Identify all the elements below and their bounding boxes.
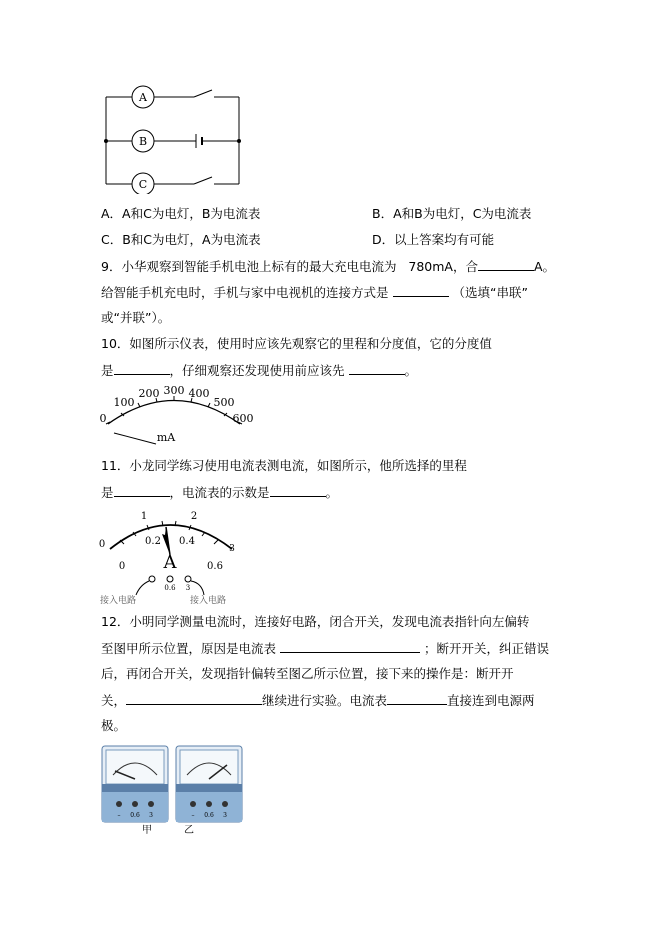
answer-blank[interactable]: [126, 692, 262, 705]
svg-text:3: 3: [223, 812, 227, 819]
svg-text:接入电路: 接入电路: [189, 596, 227, 605]
svg-text:200: 200: [138, 387, 160, 400]
svg-text:0.4: 0.4: [179, 536, 195, 547]
svg-text:0: 0: [98, 539, 106, 550]
svg-text:100: 100: [113, 396, 135, 409]
svg-text:C: C: [138, 178, 148, 191]
svg-text:甲: 甲: [142, 825, 152, 835]
meter-b-circle: [132, 130, 154, 152]
answer-blank[interactable]: [478, 258, 534, 271]
svg-text:0.6: 0.6: [207, 561, 223, 572]
answer-blank[interactable]: [270, 484, 326, 497]
meter-a-circle: [132, 86, 154, 108]
q12-line3: 后，再闭合开关，发现指针偏转至图乙所示位置，接下来的操作是：断开开: [101, 666, 514, 681]
q12-line2: 至图甲所示位置，原因是电流表 ；断开开关，纠正错误: [101, 641, 549, 656]
svg-text:0: 0: [99, 412, 107, 425]
svg-text:1: 1: [140, 511, 148, 522]
answer-blank[interactable]: [114, 484, 170, 497]
svg-text:3: 3: [149, 812, 153, 819]
svg-text:0.6: 0.6: [130, 812, 140, 819]
answer-blank[interactable]: [114, 362, 170, 375]
svg-text:600: 600: [232, 412, 254, 425]
meter-c-circle: [132, 173, 154, 194]
option-b: B．A和B为电灯，C为电流表: [372, 206, 532, 221]
svg-text:A: A: [139, 91, 147, 104]
q12-line4: 关， 继续进行实验。电流表 直接连到电源两: [101, 693, 535, 708]
svg-text:乙: 乙: [184, 825, 194, 835]
ammeter-yi: [175, 745, 243, 835]
q10-line1: 10．如图所示仪表，使用时应该先观察它的里程和分度值，它的分度值: [101, 336, 492, 351]
q9-line2: 给智能手机充电时，手机与家中电视机的连接方式是 （选填“串联”: [101, 285, 528, 300]
q12-line5: 极。: [101, 718, 127, 733]
ammeter-figure: [96, 505, 246, 605]
svg-text:2: 2: [190, 511, 198, 522]
answer-blank[interactable]: [387, 692, 447, 705]
svg-text:接入电路: 接入电路: [99, 596, 137, 605]
svg-text:B: B: [138, 135, 148, 148]
option-d: D．以上答案均有可能: [372, 232, 495, 247]
svg-text:–: –: [117, 812, 121, 819]
svg-text:500: 500: [213, 396, 235, 409]
answer-blank[interactable]: [393, 284, 449, 297]
q10-line2: 是 ，仔细观察还发现使用前应该先 。: [101, 363, 418, 378]
milliammeter-scale: [96, 383, 256, 448]
circuit-diagram: [98, 84, 248, 194]
answer-blank[interactable]: [349, 362, 405, 375]
q11-line2: 是 ，电流表的示数是 。: [101, 485, 339, 500]
svg-text:0.2: 0.2: [145, 536, 161, 547]
q11-line1: 11．小龙同学练习使用电流表测电流，如图所示，他所选择的里程: [101, 458, 467, 473]
svg-text:300: 300: [163, 384, 185, 397]
svg-text:–: –: [191, 812, 195, 819]
svg-text:0.6: 0.6: [164, 584, 176, 592]
svg-text:3: 3: [229, 544, 235, 554]
svg-text:mA: mA: [156, 431, 176, 444]
q9-line3: 或“并联”）。: [101, 310, 171, 325]
svg-text:0: 0: [118, 561, 126, 572]
answer-blank[interactable]: [280, 640, 420, 653]
option-c: C．B和C为电灯，A为电流表: [101, 232, 261, 247]
svg-text:0.6: 0.6: [204, 812, 214, 819]
ammeter-jia: [101, 745, 169, 835]
option-a: A．A和C为电灯，B为电流表: [101, 206, 261, 221]
svg-text:A: A: [163, 552, 177, 573]
svg-text:3: 3: [185, 584, 191, 592]
q12-line1: 12．小明同学测量电流时，连接好电路，闭合开关，发现电流表指针向左偏转: [101, 614, 530, 629]
svg-text:400: 400: [188, 387, 210, 400]
q9-line1: 9．小华观察到智能手机电池上标有的最大充电电流为 780mA，合 A。: [101, 259, 556, 274]
